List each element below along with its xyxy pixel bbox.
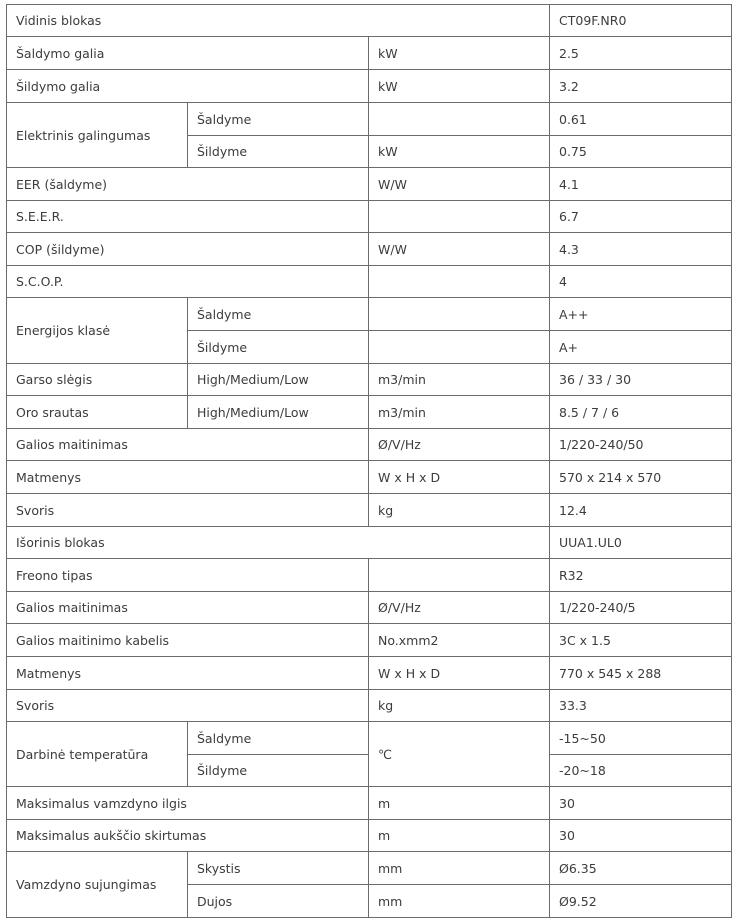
- spec-label: Darbinė temperatūra: [7, 722, 188, 787]
- spec-unit: No.xmm2: [369, 624, 550, 657]
- spec-unit: kW: [369, 37, 550, 70]
- table-row: [7, 787, 732, 820]
- spec-value: 30: [550, 787, 732, 820]
- spec-value: 3C x 1.5: [550, 624, 732, 657]
- spec-value: UUA1.UL0: [550, 527, 732, 559]
- spec-label: Elektrinis galingumas: [7, 103, 188, 168]
- spec-label: Galios maitinimo kabelis: [7, 624, 369, 657]
- spec-label: Maksimalus vamzdyno ilgis: [7, 787, 369, 820]
- table-row: [7, 298, 732, 331]
- spec-label: Galios maitinimas: [7, 429, 369, 461]
- spec-sublabel: Šaldyme: [188, 722, 369, 755]
- spec-unit: W/W: [369, 233, 550, 266]
- spec-sublabel: High/Medium/Low: [188, 364, 369, 396]
- spec-sublabel: Skystis: [188, 852, 369, 885]
- spec-sublabel: Šildyme: [188, 331, 369, 364]
- spec-table: [6, 4, 732, 918]
- table-row: [7, 559, 732, 592]
- spec-value: 0.61: [550, 103, 732, 136]
- spec-sublabel: High/Medium/Low: [188, 396, 369, 429]
- spec-unit: Ø/V/Hz: [369, 592, 550, 624]
- spec-unit: [369, 103, 550, 136]
- table-row: [7, 5, 732, 37]
- spec-sublabel: Šaldyme: [188, 103, 369, 136]
- spec-label: Freono tipas: [7, 559, 369, 592]
- spec-value: 30: [550, 820, 732, 852]
- spec-label: S.E.E.R.: [7, 201, 369, 233]
- spec-value: 0.75: [550, 136, 732, 168]
- spec-unit: mm: [369, 885, 550, 918]
- spec-value: 4.3: [550, 233, 732, 266]
- table-row: [7, 201, 732, 233]
- spec-unit: m3/min: [369, 364, 550, 396]
- spec-unit: W x H x D: [369, 657, 550, 690]
- spec-value: 2.5: [550, 37, 732, 70]
- spec-unit: W x H x D: [369, 461, 550, 494]
- spec-value: 36 / 33 / 30: [550, 364, 732, 396]
- spec-value: 12.4: [550, 494, 732, 527]
- section-title-indoor-unit: Vidinis blokas: [7, 5, 550, 37]
- table-row: [7, 70, 732, 103]
- spec-value: CT09F.NR0: [550, 5, 732, 37]
- spec-unit: [369, 331, 550, 364]
- section-title-outdoor-unit: Išorinis blokas: [7, 527, 550, 559]
- spec-label: Svoris: [7, 494, 369, 527]
- spec-label: Vamzdyno sujungimas: [7, 852, 188, 918]
- spec-value: 33.3: [550, 690, 732, 722]
- spec-unit: m: [369, 820, 550, 852]
- spec-label: Šildymo galia: [7, 70, 369, 103]
- spec-sublabel: Šildyme: [188, 755, 369, 787]
- spec-value: Ø9.52: [550, 885, 732, 918]
- spec-value: 8.5 / 7 / 6: [550, 396, 732, 429]
- spec-unit: Ø/V/Hz: [369, 429, 550, 461]
- table-row: [7, 37, 732, 70]
- spec-value: 570 x 214 x 570: [550, 461, 732, 494]
- spec-value: Ø6.35: [550, 852, 732, 885]
- table-row: [7, 396, 732, 429]
- spec-label: Energijos klasė: [7, 298, 188, 364]
- spec-unit: [369, 559, 550, 592]
- spec-value: 4.1: [550, 168, 732, 201]
- spec-unit: [369, 266, 550, 298]
- table-row: [7, 233, 732, 266]
- spec-label: S.C.O.P.: [7, 266, 369, 298]
- spec-unit: kg: [369, 690, 550, 722]
- table-row: [7, 461, 732, 494]
- spec-value: -20~18: [550, 755, 732, 787]
- table-row: [7, 266, 732, 298]
- spec-unit: kW: [369, 136, 550, 168]
- spec-sublabel: Šaldyme: [188, 298, 369, 331]
- spec-label: Matmenys: [7, 461, 369, 494]
- spec-unit: m: [369, 787, 550, 820]
- spec-label: Oro srautas: [7, 396, 188, 429]
- spec-sublabel: Dujos: [188, 885, 369, 918]
- spec-label: EER (šaldyme): [7, 168, 369, 201]
- table-row: [7, 820, 732, 852]
- table-row: [7, 852, 732, 885]
- spec-unit: mm: [369, 852, 550, 885]
- table-row: [7, 592, 732, 624]
- table-row: [7, 494, 732, 527]
- table-row: [7, 168, 732, 201]
- spec-label: Šaldymo galia: [7, 37, 369, 70]
- spec-label: COP (šildyme): [7, 233, 369, 266]
- table-row: [7, 527, 732, 559]
- spec-value: 1/220-240/50: [550, 429, 732, 461]
- spec-value: 770 x 545 x 288: [550, 657, 732, 690]
- spec-label: Galios maitinimas: [7, 592, 369, 624]
- spec-unit: [369, 201, 550, 233]
- spec-value: 4: [550, 266, 732, 298]
- table-row: [7, 103, 732, 136]
- spec-value: A+: [550, 331, 732, 364]
- spec-value: R32: [550, 559, 732, 592]
- spec-sublabel: Šildyme: [188, 136, 369, 168]
- spec-value: 3.2: [550, 70, 732, 103]
- table-row: [7, 722, 732, 755]
- spec-label: Svoris: [7, 690, 369, 722]
- spec-label: Garso slėgis: [7, 364, 188, 396]
- spec-value: A++: [550, 298, 732, 331]
- spec-unit: kg: [369, 494, 550, 527]
- table-row: [7, 429, 732, 461]
- table-row: [7, 364, 732, 396]
- spec-unit: m3/min: [369, 396, 550, 429]
- spec-value: 6.7: [550, 201, 732, 233]
- spec-value: -15~50: [550, 722, 732, 755]
- spec-value: 1/220-240/5: [550, 592, 732, 624]
- spec-label: Maksimalus aukščio skirtumas: [7, 820, 369, 852]
- table-row: [7, 690, 732, 722]
- spec-unit: ℃: [369, 722, 550, 787]
- spec-label: Matmenys: [7, 657, 369, 690]
- spec-unit: [369, 298, 550, 331]
- spec-unit: kW: [369, 70, 550, 103]
- table-row: [7, 657, 732, 690]
- spec-unit: W/W: [369, 168, 550, 201]
- table-row: [7, 624, 732, 657]
